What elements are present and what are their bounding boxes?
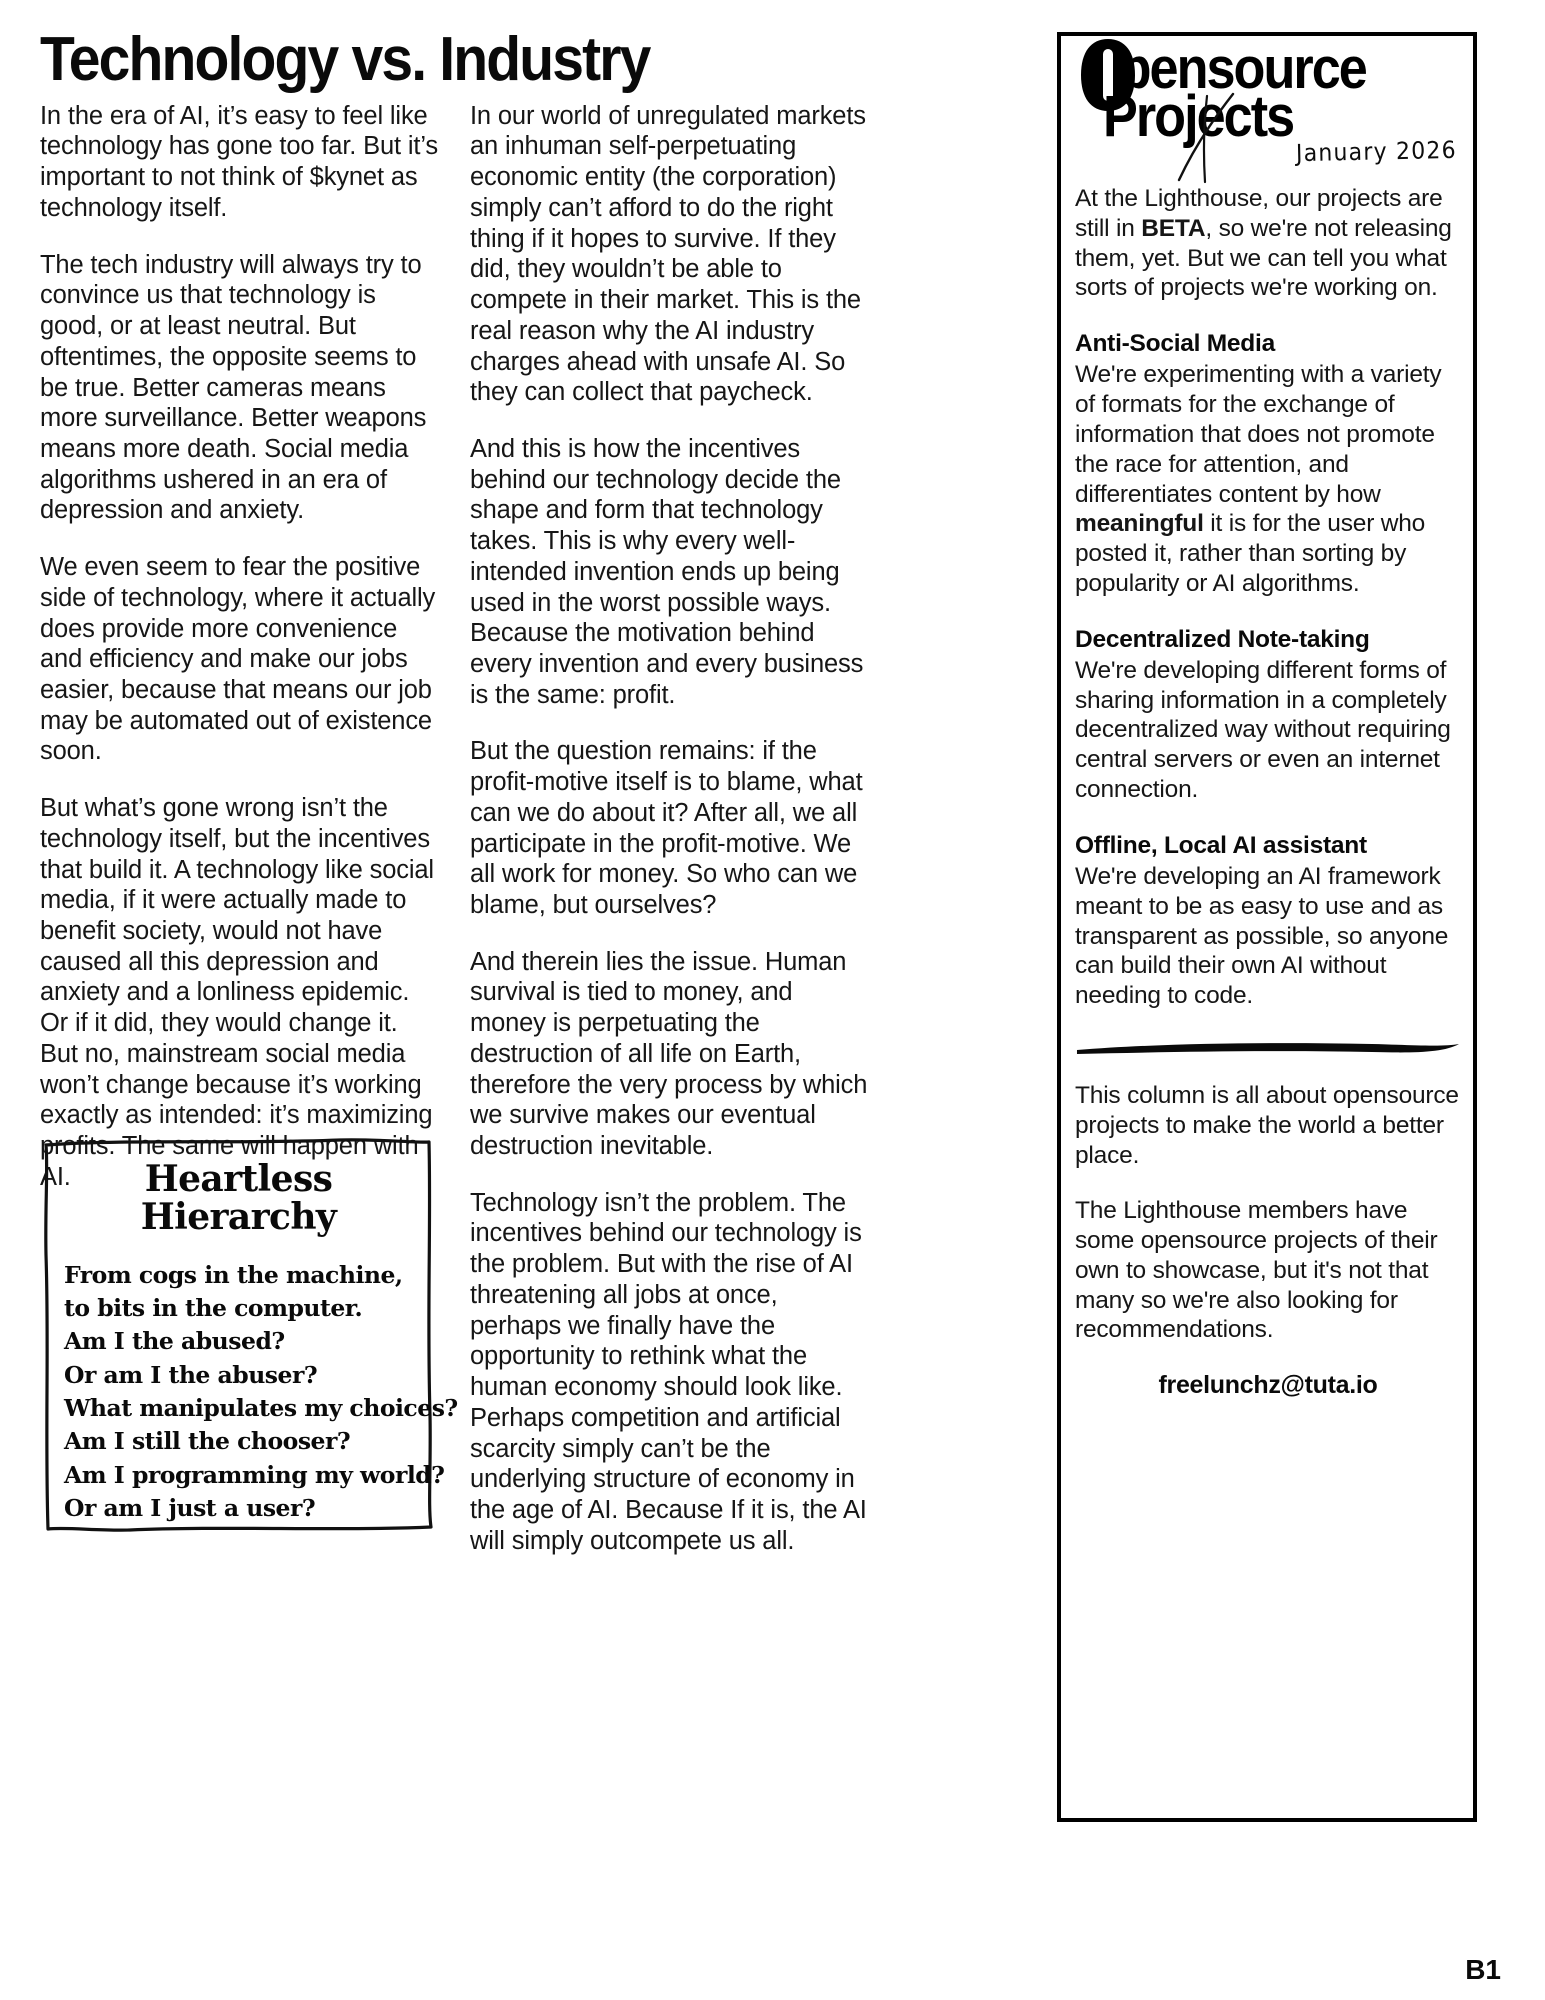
article-paragraph: The tech industry will always try to convince us that technology is good, or at least neutral. But oftentimes, the opposite seems to be true. Better cameras means more surveillance. Better weapons means more death. Social media algorithms ushered in an era of depression and anxiety. bbox=[40, 250, 427, 525]
sidebar-area bbox=[1035, 30, 1511, 1985]
poem-line: Am I still the chooser? bbox=[64, 1427, 351, 1456]
issue-date: January 2026 bbox=[1295, 137, 1458, 168]
project-body-emphasis: meaningful bbox=[1075, 510, 1204, 538]
poem-line: From cogs in the machine, bbox=[64, 1260, 403, 1289]
poem-title: Heartless Hierarchy bbox=[140, 1158, 337, 1238]
article-paragraph: In the era of AI, it’s easy to feel like technology has gone too far. But it’s important to not think of $kynet as technology itself. bbox=[40, 101, 439, 222]
poem-line: Am I the abused? bbox=[64, 1327, 285, 1356]
logo-word-opensource: pensource bbox=[1119, 36, 1366, 101]
page-number: B1 bbox=[1465, 1954, 1501, 1985]
article-paragraph: Technology isn’t the problem. The incentives behind our technology is the problem. But with the rise of AI threatening all jobs at once, perhaps we finally have the opportunity to rethink what the human economy should look like. Perhaps competition and artificial scarcity simply can’t be the underlying structure of economy in the age of AI. Because If it is, the AI will simply outcompete us all. bbox=[470, 1188, 867, 1555]
sidebar-masthead bbox=[1075, 36, 1461, 184]
project-heading: Decentralized Note-taking bbox=[1075, 625, 1370, 653]
project-heading: Offline, Local AI assistant bbox=[1075, 831, 1367, 859]
poem-line: Am I programming my world? bbox=[64, 1460, 445, 1489]
poem-line: Or am I just a user? bbox=[64, 1494, 316, 1523]
brush-stroke-divider-icon bbox=[1075, 1037, 1461, 1059]
poem-line: to bits in the computer. bbox=[64, 1293, 363, 1322]
project-section-anti-social-media bbox=[1075, 329, 1461, 599]
article-column-2 bbox=[470, 101, 870, 1557]
article-paragraph: And this is how the incentives behind our technology decide the shape and form that technology takes. This is why every well-intended invention ends up being used in the worst possible ways. Because the motivation behind every invention and every business is the same: profit. bbox=[470, 434, 864, 709]
article-paragraph: In our world of unregulated markets an inhuman self-perpetuating economic entity (the corporation) simply can’t afford to do the right thing if it hopes to survive. If they did, they wouldn’t be able to compete in their market. This is the real reason why the AI industry charges ahead with unsafe AI. So they can collect that paycheck. bbox=[470, 101, 866, 407]
opensource-projects-column bbox=[1057, 32, 1477, 1822]
article-area bbox=[40, 25, 1035, 1982]
logo-text-line-2: Projects bbox=[1103, 84, 1294, 149]
sidebar-intro bbox=[1075, 184, 1461, 303]
article-paragraph: And therein lies the issue. Human survival is tied to money, and money is perpetuating the destruction of all life on Earth, therefore the very process by which we survive makes our eventual destruction inevitable. bbox=[470, 947, 868, 1161]
project-body-after: it is for the user who posted it, rather than sorting by popularity or AI algorithms. bbox=[1075, 510, 1426, 597]
sidebar-intro-before: At the Lighthouse, our projects are still in bbox=[1075, 185, 1443, 242]
project-body bbox=[1075, 360, 1461, 598]
page-title: Technology vs. Industry bbox=[40, 25, 650, 94]
contact-email[interactable]: freelunchz@tuta.io bbox=[1158, 1371, 1378, 1400]
project-body-before: We're developing different forms of sharing information in a completely decentralized way without requiring central servers or even an internet connection. bbox=[1075, 656, 1451, 803]
project-body bbox=[1075, 656, 1461, 805]
poem-content bbox=[40, 1135, 458, 1535]
project-section-offline-local-ai-assistant bbox=[1075, 831, 1461, 1011]
sidebar-footer-paragraph: The Lighthouse members have some opensource projects of their own to showcase, but it's not that many so we're also looking for recommendations. bbox=[1075, 1197, 1438, 1344]
sidebar-footer-paragraph: This column is all about opensource projects to make the world a better place. bbox=[1075, 1081, 1459, 1169]
project-section-decentralized-note-taking bbox=[1075, 625, 1461, 805]
poem-box bbox=[40, 1135, 458, 1535]
poem-line: What manipulates my choices? bbox=[64, 1394, 458, 1423]
project-body-before: We're developing an AI framework meant to be as easy to use and as transparent as possible, so anyone can build their own AI without needing to code. bbox=[1075, 863, 1449, 1010]
sidebar-intro-after: , so we're not releasing them, yet. But we can tell you what sorts of projects we're working on. bbox=[1075, 214, 1452, 302]
beta-badge-text: BETA bbox=[1141, 214, 1206, 242]
project-heading: Anti-Social Media bbox=[1075, 330, 1275, 358]
poem-line: Or am I the abuser? bbox=[64, 1360, 318, 1389]
project-body bbox=[1075, 862, 1461, 1011]
article-paragraph: But what’s gone wrong isn’t the technology itself, but the incentives that build it. A technology like social media, if it were actually made to benefit society, would not have caused all this depression and anxiety and a lonliness epidemic. Or if it did, they would change it. But no, mainstream social media won’t change because it’s working exactly as intended: it’s maximizing profits. The same will happen with AI. bbox=[40, 794, 434, 1191]
project-body-before: We're experimenting with a variety of formats for the exchange of information that does not promote the race for attention, and differentiates content by how bbox=[1075, 361, 1442, 508]
article-paragraph: But the question remains: if the profit-motive itself is to blame, what can we do about it? After all, we all participate in the profit-motive. We all work for money. So who can we blame, but ourselves? bbox=[470, 737, 863, 919]
article-paragraph: We even seem to fear the positive side of technology, where it actually does provide more convenience and efficiency and make our jobs easier, because that means our job may be automated out of existence soon. bbox=[40, 553, 436, 766]
